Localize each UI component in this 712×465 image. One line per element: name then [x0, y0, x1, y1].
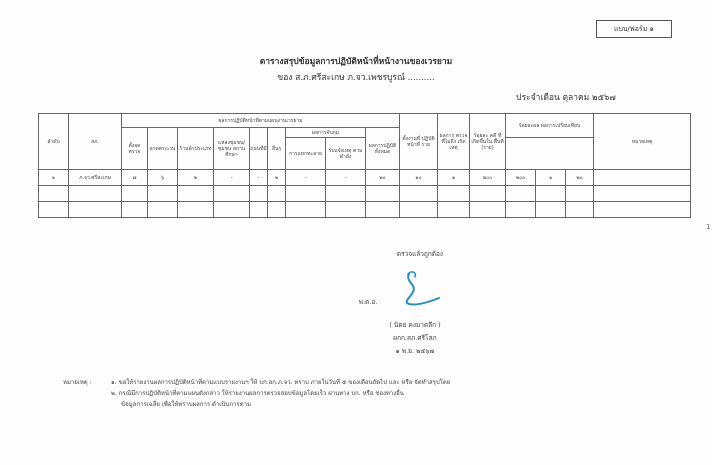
- form-label-box: แบบ/ฟอร์ม ๑: [596, 20, 672, 38]
- table-cell: ๒๐: [366, 170, 400, 186]
- table-cell: -: [214, 170, 250, 186]
- table-cell: ๑: [438, 170, 470, 186]
- header-order: ลำดับ: [39, 114, 69, 170]
- table-cell: ๒๐๐: [506, 170, 536, 186]
- table-cell: -: [250, 170, 268, 186]
- table-cell: ๖: [148, 170, 178, 186]
- table-cell: ๑: [536, 170, 566, 186]
- header-group-a: ผลการปฏิบัติหน้าที่ตามแผนงานเวรยาม: [122, 114, 400, 128]
- table-row: [39, 186, 691, 202]
- table-row: [39, 170, 691, 186]
- table-cell: ๗: [122, 170, 148, 186]
- table-row: [39, 202, 691, 218]
- table-cell: -: [326, 170, 366, 186]
- header-a-col4: แหล่งชุมชน/ ชุมชน สถานศึกษา: [214, 128, 250, 170]
- header-station: สภ.: [69, 114, 122, 170]
- header-group-e: ร้อยละผล ผลการเปรียบเทียบ: [506, 114, 594, 138]
- header-a-col3: ร้านค้าประเภท: [178, 128, 214, 170]
- document-subtitle: ของ ส.ภ.ศรีสะเกษ ภ.จว.เพชรบูรณ์ ..........: [277, 73, 435, 83]
- notes-line-1: ๑. ขอให้รายงานผลการปฏิบัติหน้าที่ตามแบบรายงานฯ ให้ บก.อก.ภ.จว. ทราบ ภายในวันที่ ๕ ของเดือนถัดไป และ หรือ จัดทำสรุปโดย: [111, 379, 451, 386]
- edge-mark: 1: [706, 223, 711, 231]
- table-cell: -: [286, 170, 326, 186]
- table-cell: ภ.จว.ศรีสะเกษ: [69, 170, 122, 186]
- table-cell: ๒: [178, 170, 214, 186]
- header-col-b: ตั้งงานที่ ปฏิบัติหน้าที่ ราย: [400, 114, 438, 170]
- document-period: ประจำเดือน ตุลาคม ๒๕๖๗: [516, 93, 616, 103]
- notes-line-3: ข้อมูลการเฉลี่ย เพื่อให้ทราบผลการ ดำเนินการตาม: [121, 401, 251, 408]
- signature-image: [395, 268, 445, 308]
- table-cell: [594, 170, 691, 186]
- table-cell: ๒๐: [566, 170, 594, 186]
- header-remark: หมายเหตุ: [594, 114, 691, 170]
- header-group-a2: ผลการจับกุม: [286, 128, 366, 138]
- header-a2-col2: รับแจ้งเหตุ ตามคำสั่ง: [326, 138, 366, 170]
- header-col-d: ร้อยละ คดี ที่เกิดขึ้นใน พื้นที่ (ราย): [470, 114, 506, 170]
- table-cell: ๑: [39, 170, 69, 186]
- signer-rank: พ.ต.อ.: [358, 298, 378, 306]
- header-col-c: ผลการ ตรวจ ที่ไม่ถึง เกิดเหตุ: [438, 114, 470, 170]
- sign-date: ๑ พ.ย. ๒๕๖๗: [395, 347, 435, 355]
- table-cell: ๒: [268, 170, 286, 186]
- notes-line-2: ๒. กรณีมีการปฏิบัติหน้าที่ตามแผนดังกล่าว ให้รายงานผลการตรวจสอบข้อมูลโดยเร็ว ผ่านทาง บก. หรือ ช่องทางอื่น: [111, 390, 404, 397]
- notes-label: หมายเหตุ :: [63, 379, 92, 386]
- header-a-col6: อื่นๆ: [268, 128, 286, 170]
- header-a2-col1: การแหกทะลาย: [286, 138, 326, 170]
- table-cell: ๒๐๐: [470, 170, 506, 186]
- header-a-col1: ตั้งจุด ตรวจ: [122, 128, 148, 170]
- checked-label: ตรวจแล้วถูกต้อง: [396, 250, 444, 258]
- header-total: ผลการปฏิบัติ ทั้งหมด: [366, 128, 400, 170]
- table-cell: ๑๐: [400, 170, 438, 186]
- signer-position: ผกก.สภ.ศรีโสภ: [393, 334, 437, 342]
- header-a-col5: ถนนที่มี: [250, 128, 268, 170]
- header-a-col2: ลาดตระเวน: [148, 128, 178, 170]
- document-title: ตารางสรุปข้อมูลการปฏิบัติหน้าที่หน้างานของเวรยาม: [259, 57, 453, 67]
- signer-name: ( นิตย คงมาตลึก ): [389, 321, 441, 329]
- summary-table: [38, 113, 691, 218]
